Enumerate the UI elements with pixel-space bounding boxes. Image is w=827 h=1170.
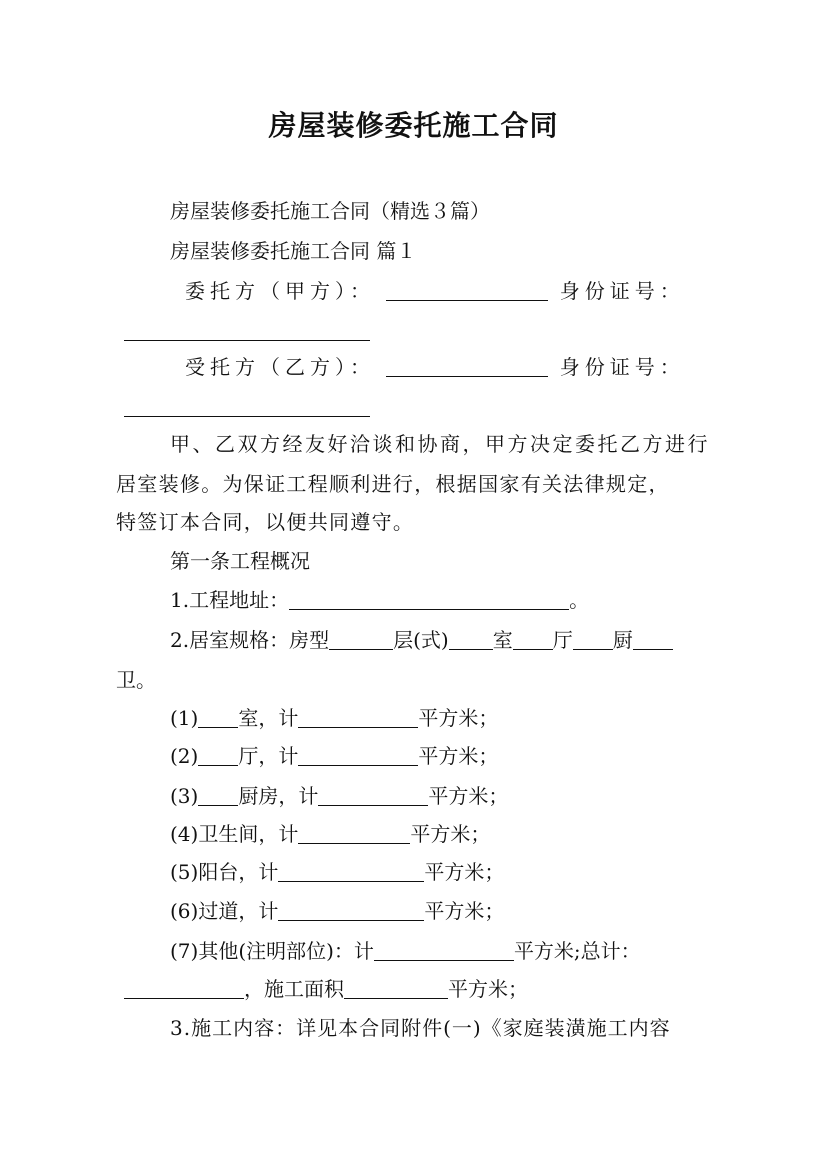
document-subtitle: 房屋装修委托施工合同（精选３篇） [170, 199, 490, 223]
halls-blank[interactable] [513, 629, 553, 650]
room-name: 过道，计 [198, 899, 279, 923]
room-area-blank[interactable] [298, 707, 418, 728]
room-item-2 [170, 743, 498, 769]
room-item-5 [170, 859, 504, 885]
party-a-name-blank[interactable] [386, 280, 548, 301]
room-unit: 平方米； [418, 706, 499, 730]
room-item-7 [170, 938, 641, 964]
part-heading: 房屋装修委托施工合同 篇１ [170, 239, 417, 263]
room-count-blank[interactable] [198, 707, 238, 728]
party-a-line [185, 278, 685, 304]
room-area-blank[interactable] [318, 785, 428, 806]
room-prefix: (5) [170, 860, 199, 884]
room-item-4 [170, 821, 490, 847]
unit-ceng: 层(式) [393, 628, 449, 652]
total-area-blank[interactable] [124, 978, 244, 999]
hall-count-blank[interactable] [198, 745, 238, 766]
room-unit: 平方米； [428, 784, 509, 808]
intro-line-1: 甲、乙双方经友好洽谈和协商，甲方决定委托乙方进行 [170, 432, 710, 456]
room-unit: 平方米； [410, 822, 491, 846]
party-b-name-blank[interactable] [386, 356, 548, 377]
room-name: 阳台，计 [198, 860, 279, 884]
unit-shi: 室 [492, 628, 513, 652]
room-area-blank[interactable] [298, 823, 410, 844]
room-prefix: (6) [170, 899, 199, 923]
party-a-id-label: 身份证号： [559, 279, 685, 303]
room-unit: 平方米； [424, 899, 505, 923]
unit-chu: 厨 [612, 628, 633, 652]
party-a-id-line [124, 318, 370, 344]
kitchens-blank[interactable] [573, 629, 613, 650]
address-label: 1.工程地址： [170, 588, 290, 612]
room-prefix: (4) [170, 822, 199, 846]
party-b-id-blank[interactable] [124, 396, 370, 417]
room-name: 厅，计 [238, 744, 299, 768]
room-name: 卫生间，计 [198, 822, 299, 846]
item-1-address [170, 587, 589, 613]
party-b-label: 受托方（乙方）： [185, 355, 375, 379]
room7-unit: 平方米;总计： [513, 939, 641, 963]
specs-label: 2.居室规格：房型 [170, 628, 330, 652]
construction-area-unit: 平方米； [448, 977, 528, 1001]
room-name: 厨房，计 [238, 784, 319, 808]
floor-blank[interactable] [329, 629, 393, 650]
room-prefix: (1) [170, 706, 199, 730]
kitchen-count-blank[interactable] [198, 785, 238, 806]
room-prefix: (3) [170, 784, 199, 808]
intro-line-2: 居室装修。为保证工程顺利进行，根据国家有关法律规定， [116, 472, 670, 496]
room-prefix: (2) [170, 744, 199, 768]
address-blank[interactable] [289, 589, 569, 610]
document-title: 房屋装修委托施工合同 [268, 109, 559, 142]
room7-label: (7)其他(注明部位)：计 [170, 939, 374, 963]
room-area-blank[interactable] [298, 745, 418, 766]
room-unit: 平方米； [418, 744, 499, 768]
party-a-label: 委托方（甲方）： [185, 279, 375, 303]
party-b-id-line [124, 394, 370, 420]
party-a-id-blank[interactable] [124, 320, 370, 341]
unit-ting: 厅 [552, 628, 573, 652]
room-item-6 [170, 898, 504, 924]
rooms-blank[interactable] [449, 629, 493, 650]
party-b-id-label: 身份证号： [559, 355, 685, 379]
room-name: 室，计 [238, 706, 299, 730]
address-end: 。 [569, 588, 590, 612]
item-2-specs [170, 627, 673, 653]
room-area-blank[interactable] [278, 900, 424, 921]
construction-area-blank[interactable] [344, 978, 448, 999]
total-area-line [124, 976, 528, 1002]
section-1-heading: 第一条工程概况 [170, 549, 310, 573]
item-3-content: 3.施工内容：详见本合同附件(一)《家庭装潢施工内容 [170, 1016, 671, 1040]
other-area-blank[interactable] [374, 940, 514, 961]
baths-blank[interactable] [633, 629, 673, 650]
room-unit: 平方米； [424, 860, 505, 884]
room-area-blank[interactable] [278, 861, 424, 882]
room-item-1 [170, 705, 498, 731]
intro-line-3: 特签订本合同，以便共同遵守。 [116, 510, 415, 534]
item-2-wei: 卫。 [116, 668, 156, 692]
party-b-line [185, 354, 685, 380]
room-item-3 [170, 783, 508, 809]
construction-area-label: ，施工面积 [244, 977, 344, 1001]
